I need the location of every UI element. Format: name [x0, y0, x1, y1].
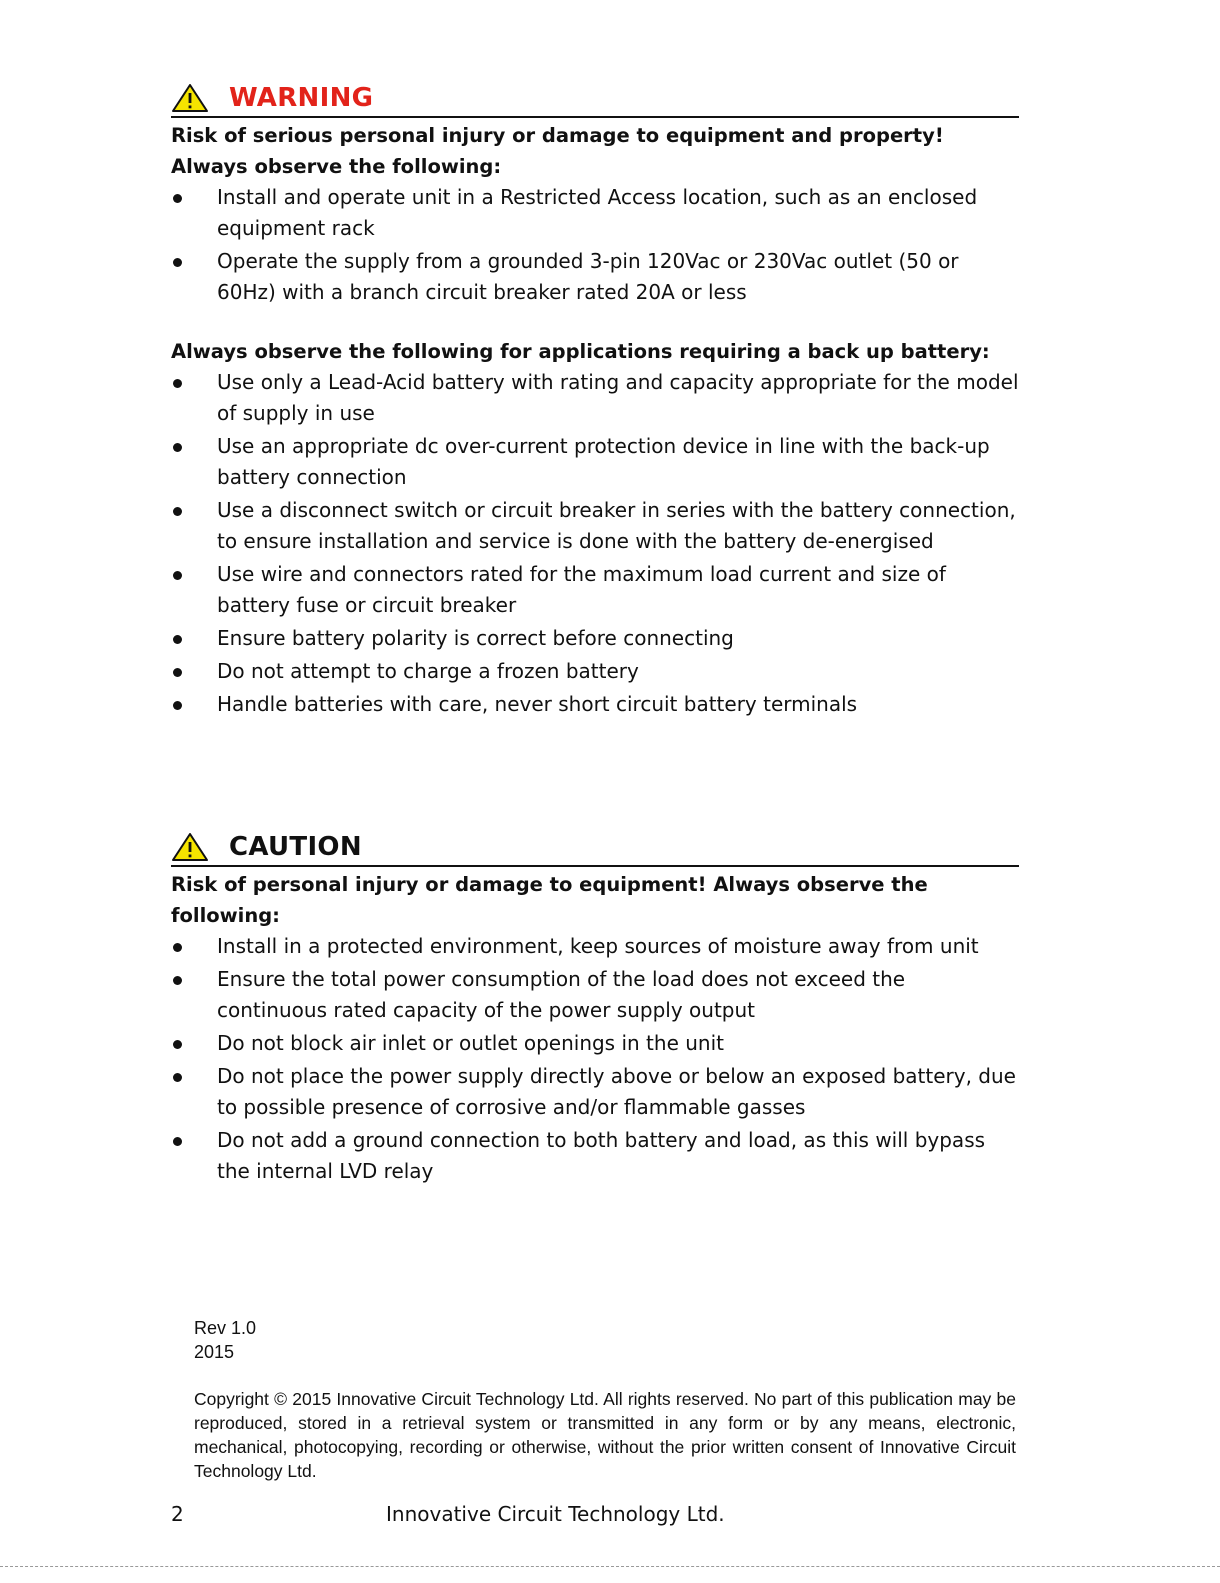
page-footer — [171, 1499, 1019, 1529]
list-item: Handle batteries with care, never short circuit battery terminals — [171, 689, 1019, 720]
list-item: Ensure battery polarity is correct before connecting — [171, 623, 1019, 654]
battery-heading: Always observe the following for applications requiring a back up battery: — [171, 340, 990, 363]
warning-list — [171, 182, 1019, 308]
warning-triangle-icon — [171, 832, 209, 862]
bottom-divider — [0, 1566, 1220, 1567]
list-item: Do not block air inlet or outlet openings in the unit — [171, 1028, 1019, 1059]
footer-company: Innovative Circuit Technology Ltd. — [386, 1502, 725, 1526]
list-item: Use wire and connectors rated for the maximum load current and size of battery fuse or circuit breaker — [171, 559, 1019, 621]
list-item: Operate the supply from a grounded 3-pin 120Vac or 230Vac outlet (50 or 60Hz) with a branch circuit breaker rated 20A or less — [171, 246, 1019, 308]
list-item: Do not add a ground connection to both battery and load, as this will bypass the internal LVD relay — [171, 1125, 1019, 1187]
page-number: 2 — [171, 1502, 184, 1526]
revision-number: Rev 1.0 — [194, 1318, 257, 1338]
caution-header — [171, 829, 1019, 867]
warning-lead: Risk of serious personal injury or damage to equipment and property! Always observe the following: — [171, 124, 944, 178]
copyright-notice: Copyright © 2015 Innovative Circuit Technology Ltd. All rights reserved. No part of this publication may be reproduced, stored in a retrieval system or transmitted in any form or by any means, electronic, mechanical, photocopying, recording or otherwise, without the prior written consent of Innovative Circuit Technology Ltd. — [194, 1389, 1016, 1481]
revision-year: 2015 — [194, 1342, 235, 1362]
list-item: Install and operate unit in a Restricted Access location, such as an enclosed equipment rack — [171, 182, 1019, 244]
list-item: Install in a protected environment, keep sources of moisture away from unit — [171, 931, 1019, 962]
list-item: Do not place the power supply directly above or below an exposed battery, due to possible presence of corrosive and/or flammable gasses — [171, 1061, 1019, 1123]
caution-title: CAUTION — [229, 832, 362, 862]
warning-section — [171, 80, 1019, 722]
battery-list — [171, 367, 1019, 720]
list-item: Ensure the total power consumption of the load does not exceed the continuous rated capacity of the power supply output — [171, 964, 1019, 1026]
revision-block — [194, 1316, 256, 1364]
caution-list — [171, 931, 1019, 1187]
caution-section — [171, 829, 1019, 1189]
warning-title: WARNING — [229, 83, 374, 113]
warning-triangle-icon — [171, 83, 209, 113]
list-item: Use a disconnect switch or circuit breaker in series with the battery connection, to ensure installation and service is done with the battery de-energised — [171, 495, 1019, 557]
caution-lead: Risk of personal injury or damage to equipment! Always observe the following: — [171, 873, 928, 927]
list-item: Use only a Lead-Acid battery with rating and capacity appropriate for the model of supply in use — [171, 367, 1019, 429]
list-item: Use an appropriate dc over-current protection device in line with the back-up battery connection — [171, 431, 1019, 493]
list-item: Do not attempt to charge a frozen battery — [171, 656, 1019, 687]
warning-header — [171, 80, 1019, 118]
